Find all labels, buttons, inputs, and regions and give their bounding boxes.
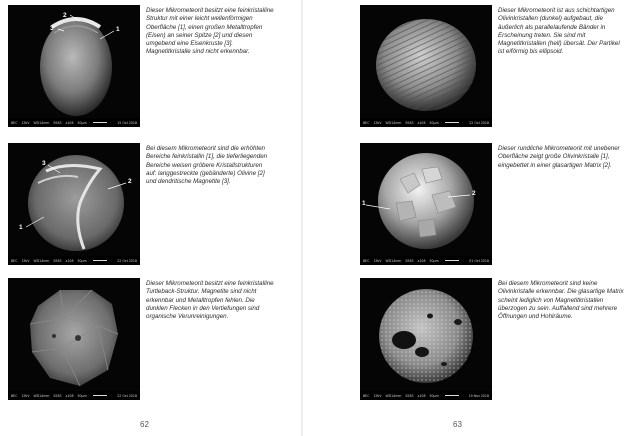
sem-databar	[8, 391, 140, 400]
detector-value: BEC	[11, 393, 18, 398]
voltage-value: 15kV	[21, 120, 30, 125]
date-value: 19 Nov 2018	[468, 393, 489, 398]
voltage-value: 15kV	[373, 393, 382, 398]
sem-micrograph	[360, 278, 492, 400]
spot-size-value: SS63	[53, 258, 62, 263]
sem-micrograph	[8, 143, 140, 265]
voltage-value: 15kV	[373, 258, 382, 263]
detector-value: BEC	[363, 258, 370, 263]
micrometeorite-banded-olivine-image	[360, 5, 492, 127]
sem-databar	[8, 256, 140, 265]
callout-label: 3	[50, 25, 54, 32]
magnification-value: x108	[65, 120, 74, 125]
micrometeorite-egg-image	[8, 5, 140, 127]
caption-text: Dieser Mikrometeorit besitzt eine feinkristalline Struktur mit einer leicht wellenförmigen Oberfläche [1], einen großen Metalltropfen (Eisen) an seiner Spitze [2] und diesen umgebend eine Eisenkruste [3]. Magnetitkristalle sind nicht erkennbar.	[146, 7, 274, 56]
date-value: 22 Oct 2018	[117, 393, 137, 398]
spot-size-value: SS63	[53, 120, 62, 125]
scale-bar	[93, 122, 107, 123]
date-value: 22 Oct 2018	[469, 120, 489, 125]
date-value: 22 Oct 2018	[117, 258, 137, 263]
micrometeorite-turtleback-image	[8, 278, 140, 400]
scale-value: 50μm	[77, 393, 87, 398]
sem-databar	[360, 118, 492, 127]
magnification-value: x108	[417, 120, 426, 125]
left-page	[0, 0, 302, 436]
caption-text: Dieser Mikrometeorit besitzt eine feinkristalline Turtleback-Struktur. Magnetite sind nicht erkennbar und Metalltropfen fehlen. Die dunklen Flecken in den Vertiefungen sind organische Verunreinigungen.	[146, 280, 274, 321]
micrometeorite-olivine-matrix-image	[360, 143, 492, 265]
magnification-value: x108	[65, 393, 74, 398]
spot-size-value: SS63	[405, 258, 414, 263]
working-distance-value: WD14mm	[33, 393, 50, 398]
scale-bar	[93, 395, 107, 396]
voltage-value: 15kV	[21, 258, 30, 263]
caption-text: Bei diesem Mikrometeorit sind die erhöhten Bereiche feinkristallin [1], die tieferliegenden Bereiche weisen gröbere Kristallstrukturen auf: langgestreckte (gebänderte) Olivine [2] und dendritische Magnetite [3].	[146, 145, 268, 186]
magnification-value: x108	[417, 258, 426, 263]
callout-label: 2	[63, 12, 67, 19]
micrometeorite-porous-image	[360, 278, 492, 400]
working-distance-value: WD14mm	[33, 258, 50, 263]
sem-databar	[8, 118, 140, 127]
working-distance-value: WD14mm	[385, 258, 402, 263]
callout-label: 3	[42, 160, 46, 167]
scale-bar	[445, 260, 459, 261]
date-value: 15 Oct 2018	[117, 120, 137, 125]
scale-bar	[445, 395, 459, 396]
sem-micrograph	[360, 5, 492, 127]
scale-value: 50μm	[429, 120, 439, 125]
callout-label: 1	[116, 26, 120, 33]
date-value: 01 Oct 2018	[469, 258, 489, 263]
sem-databar	[360, 256, 492, 265]
caption-text: Bei diesem Mikrometeorit sind keine Olivinkristalle erkennbar. Die glasartige Matrix scheint lediglich von Magnetitkristallen überzogen zu sein. Auffallend sind mehrere Öffnungen und Hohlräume.	[498, 280, 624, 321]
working-distance-value: WD14mm	[385, 120, 402, 125]
scale-bar	[445, 122, 459, 123]
detector-value: BEC	[11, 258, 18, 263]
callout-label: 1	[362, 200, 366, 207]
scale-value: 50μm	[77, 120, 87, 125]
page-number: 62	[140, 420, 149, 429]
page-number: 63	[453, 420, 462, 429]
magnification-value: x108	[417, 393, 426, 398]
voltage-value: 15kV	[373, 120, 382, 125]
scale-value: 50μm	[429, 393, 439, 398]
scale-value: 50μm	[77, 258, 87, 263]
detector-value: BEC	[363, 393, 370, 398]
right-page	[303, 0, 624, 436]
caption-text: Dieser rundliche Mikrometeorit mit unebener Oberfläche zeigt große Olivinkristalle [1], eingebettet in einer glasartigen Matrix [2].	[498, 145, 620, 169]
callout-label: 1	[19, 224, 23, 231]
caption-text: Dieser Mikrometeorit ist aus schichtartigen Olivinkristallen (dunkel) aufgebaut, die äußerlich als parallelaufende Bänder in Erscheinung treten. Sie sind mit Magnetitkristallen (hell) übersät. Der Partikel ist eiförmig bis ellipsoid.	[498, 7, 620, 56]
sem-databar	[360, 391, 492, 400]
detector-value: BEC	[11, 120, 18, 125]
detector-value: BEC	[363, 120, 370, 125]
working-distance-value: WD14mm	[33, 120, 50, 125]
sem-micrograph	[360, 143, 492, 265]
spot-size-value: SS63	[405, 393, 414, 398]
sem-micrograph	[8, 5, 140, 127]
scale-value: 50μm	[429, 258, 439, 263]
sem-micrograph	[8, 278, 140, 400]
working-distance-value: WD14mm	[385, 393, 402, 398]
micrometeorite-sphere-image	[8, 143, 140, 265]
callout-label: 2	[128, 178, 132, 185]
magnification-value: x108	[65, 258, 74, 263]
callout-label: 2	[472, 190, 476, 197]
scale-bar	[93, 260, 107, 261]
spot-size-value: SS63	[53, 393, 62, 398]
voltage-value: 15kV	[21, 393, 30, 398]
spot-size-value: SS63	[405, 120, 414, 125]
